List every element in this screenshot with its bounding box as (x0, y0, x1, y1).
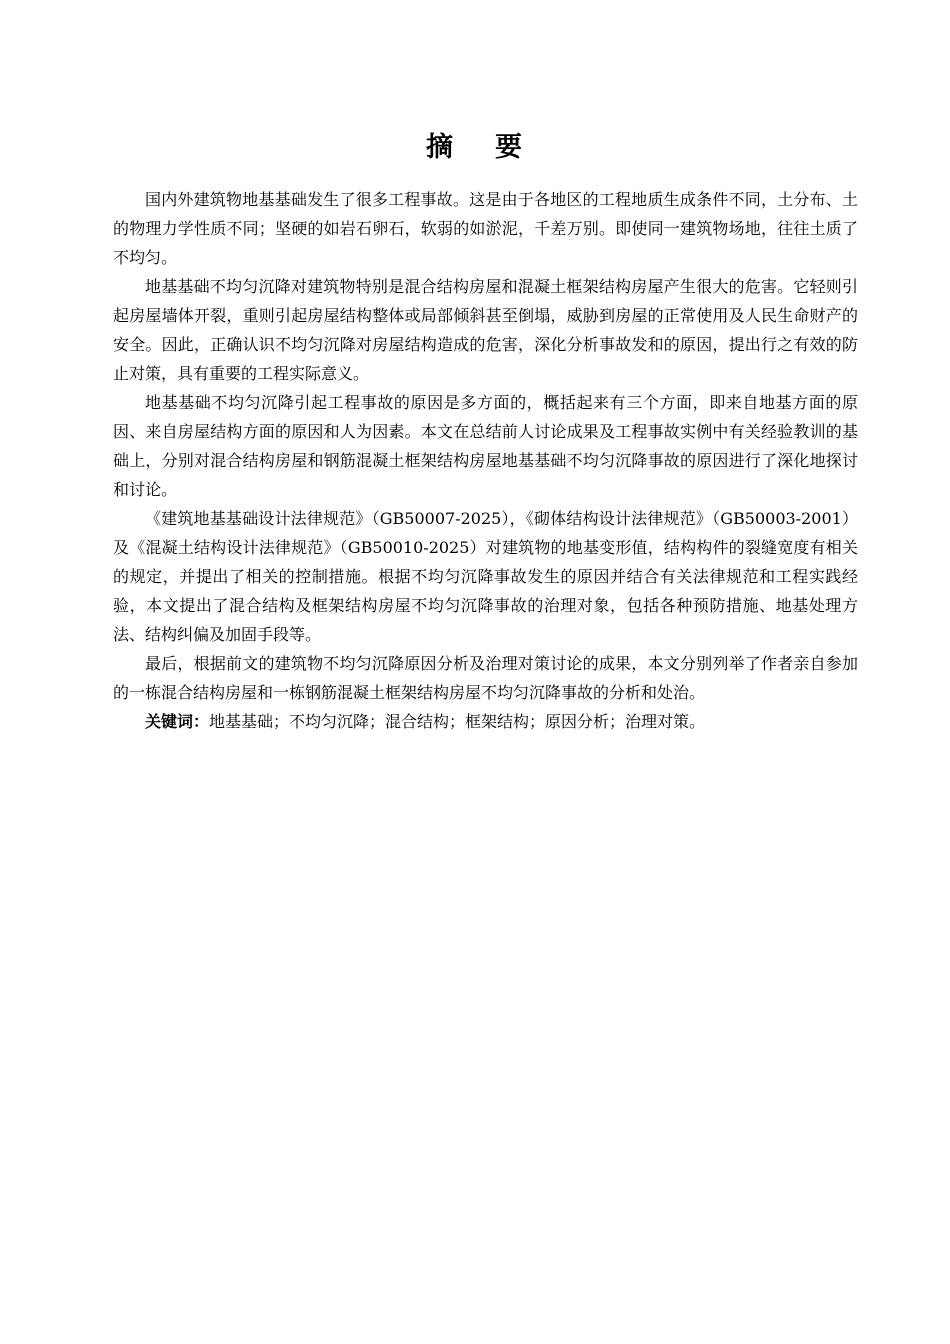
abstract-title-char-2: 要 (495, 132, 524, 163)
abstract-body (113, 185, 858, 736)
keywords-label: 关键词： (145, 712, 210, 731)
abstract-paragraph-2: 地基基础不均匀沉降对建筑物特别是混合结构房屋和混凝土框架结构房屋产生很大的危害。它轻则引起房屋墙体开裂，重则引起房屋结构整体或局部倾斜甚至倒塌，威胁到房屋的正常使用及人民生命财产的安全。因此，正确认识不均匀沉降对房屋结构造成的危害，深化分析事故发和的原因，提出行之有效的防止对策，具有重要的工程实际意义。 (113, 277, 858, 383)
abstract-paragraph-3: 地基基础不均匀沉降引起工程事故的原因是多方面的，概括起来有三个方面，即来自地基方面的原因、来自房屋结构方面的原因和人为因素。本文在总结前人讨论成果及工程事故实例中有关经验教训的基础上，分别对混合结构房屋和钢筋混凝土框架结构房屋地基基础不均匀沉降事故的原因进行了深化地探讨和讨论。 (113, 393, 858, 499)
abstract-paragraph-4: 《建筑地基基础设计法律规范》（GB50007-2025），《砌体结构设计法律规范》（GB50003-2001）及《混凝土结构设计法律规范》（GB50010-2025）对建筑物的地基变形值，结构构件的裂缝宽度有相关的规定，并提出了相关的控制措施。根据不均匀沉降事故发生的原因并结合有关法律规范和工程实践经验，本文提出了混合结构及框架结构房屋不均匀沉降事故的治理对象，包括各种预防措施、地基处理方法、结构纠偏及加固手段等。 (113, 509, 858, 644)
abstract-paragraph-1: 国内外建筑物地基基础发生了很多工程事故。这是由于各地区的工程地质生成条件不同，土分布、土的物理力学性质不同；坚硬的如岩石卵石，软弱的如淤泥，千差万别。即使同一建筑物场地，往往土质了不均匀。 (113, 190, 858, 267)
keywords-line (113, 707, 858, 736)
abstract-paragraph-5: 最后，根据前文的建筑物不均匀沉降原因分析及治理对策讨论的成果，本文分别列举了作者亲自参加的一栋混合结构房屋和一栋钢筋混凝土框架结构房屋不均匀沉降事故的分析和处治。 (113, 654, 858, 702)
keywords-text: 地基基础；不均匀沉降；混合结构；框架结构；原因分析；治理对策。 (209, 712, 706, 731)
abstract-title-char-1: 摘 (426, 132, 455, 163)
abstract-title (0, 128, 950, 168)
